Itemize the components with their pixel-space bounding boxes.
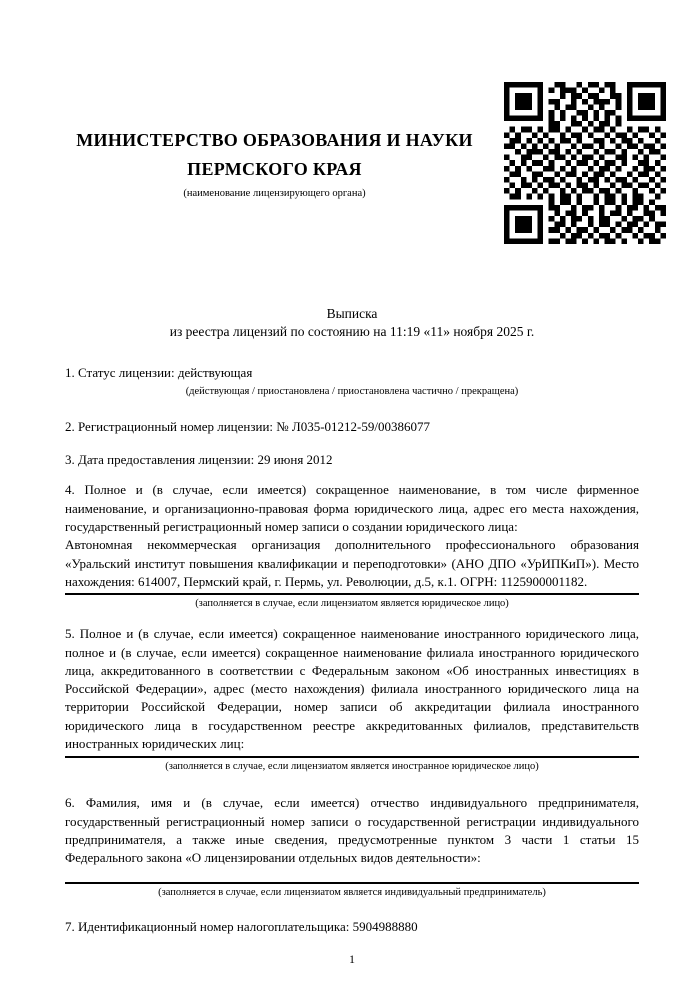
item-6-fill-rule (65, 882, 639, 884)
ministry-caption: (наименование лицензирующего органа) (183, 188, 366, 199)
document-header (0, 0, 700, 258)
item-3-license-date: 3. Дата предоставления лицензии: 29 июня 2012 (65, 452, 333, 468)
item-6-entrepreneur-section: 6. Фамилия, имя и (в случае, если имеется) отчество индивидуального предпринимателя, государственный регистрационный номер записи о государственной регистрации индивидуального предпринимателя, а также иные сведения, предусмотренные пунктом 3 части 1 статьи 15 Федерального закона «О лицензировании отдельных видов деятельности»: (65, 795, 639, 866)
item-4-rule-caption: (заполняется в случае, если лицензиатом является юридическое лицо) (195, 598, 509, 610)
item-1-status-caption: (действующая / приостановлена / приостановлена частично / прекращена) (185, 385, 519, 397)
item-2-registration-number: 2. Регистрационный номер лицензии: № Л035-01212-59/00386077 (65, 418, 431, 434)
item-4-fill-rule (65, 593, 639, 595)
item-5-foreign-entity-section: 5. Полное и (в случае, если имеется) сокращенное наименование иностранного юридического лица, полное и (в случае, если имеется) сокращенное наименование филиала иностранного юридического лица, аккредитованного в соответствии с Федеральным законом «Об иностранных инвестициях в Российской Федерации», адрес (место нахождения) филиала иностранного юридического лица на территории Российской Федерации, номер записи об аккредитации филиала иностранного юридического лица в государственном реестре аккредитованных филиалов, представительств иностранных юридических лиц: (65, 626, 639, 752)
licensing-authority-block (62, 126, 487, 199)
item-4-value: Автономная некоммерческая организация дополнительного профессионального образования «Уральский институт повышения квалификации и переподготовки» (АНО ДПО «УрИПКиП»). Место нахождения: 614007, Пермский край, г. Пермь, ул. Революции, д.5, к.1. ОГРН: 1125900001182. (65, 537, 639, 589)
item-5-fill-rule (65, 756, 639, 758)
item-7-taxpayer-id: 7. Идентификационный номер налогоплательщика: 5904988880 (65, 918, 418, 934)
item-4-legal-entity-section (65, 481, 639, 591)
qr-code (504, 80, 666, 246)
item-5-rule-caption: (заполняется в случае, если лицензиатом является иностранное юридическое лицо) (165, 761, 539, 773)
item-6-rule-caption: (заполняется в случае, если лицензиатом является индивидуальный предприниматель) (158, 886, 546, 898)
item-1-license-status: 1. Статус лицензии: действующая (65, 364, 253, 380)
document-title-line2: из реестра лицензий по состоянию на 11:19 «11» ноября 2025 г. (169, 324, 535, 340)
document-title-line1: Выписка (326, 306, 378, 321)
page-number: 1 (349, 951, 355, 966)
document-title (65, 305, 639, 342)
item-4-intro: 4. Полное и (в случае, если имеется) сокращенное наименование, в том числе фирменное наименование, и организационно-правовая форма юридического лица, адрес его места нахождения, государственный регистрационный номер записи о создании юридического лица: (65, 482, 639, 535)
ministry-name-line1: МИНИСТЕРСТВО ОБРАЗОВАНИЯ И НАУКИ (76, 130, 473, 150)
ministry-name-line2: ПЕРМСКОГО КРАЯ (187, 159, 362, 179)
document-body (0, 305, 700, 967)
